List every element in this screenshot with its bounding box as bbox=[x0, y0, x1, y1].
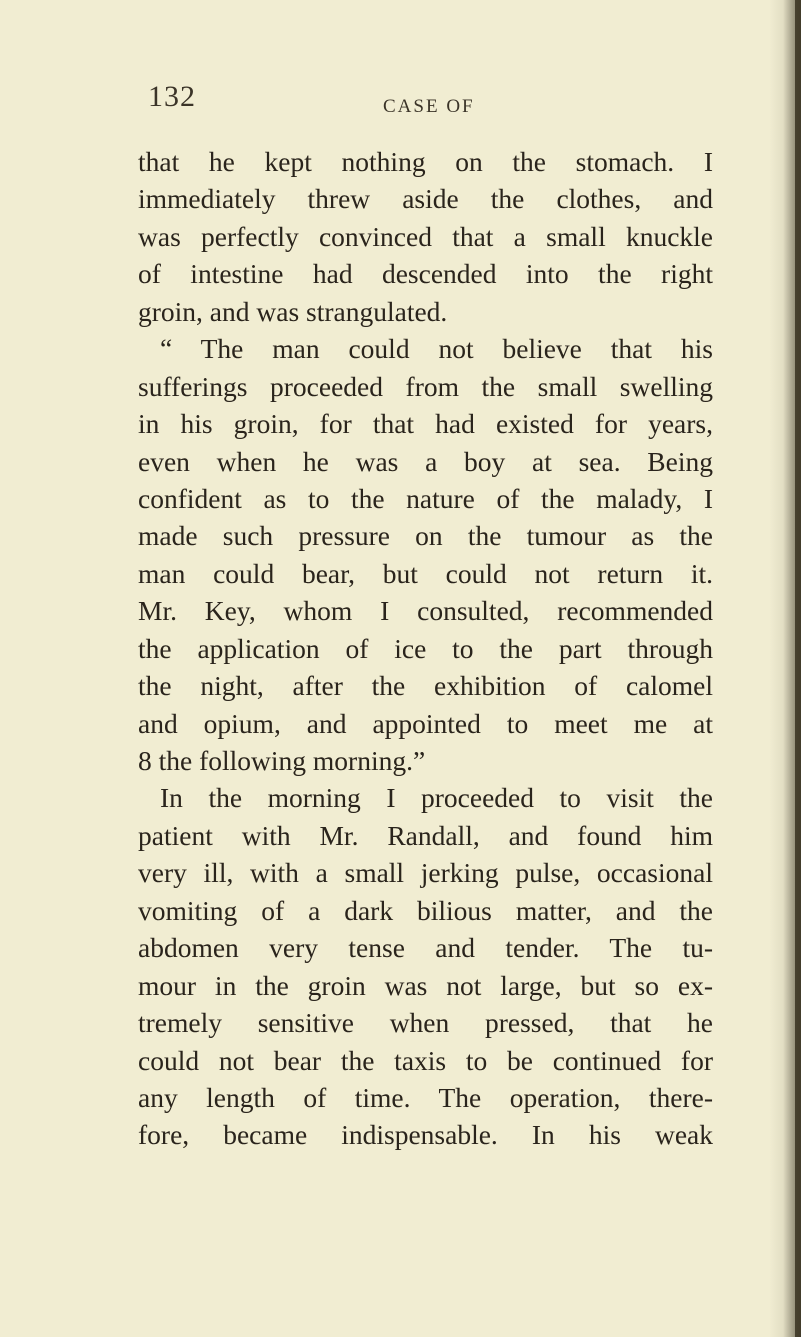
text-line: the night, after the exhibition of calomel bbox=[138, 670, 713, 702]
text-line: “ The man could not believe that his bbox=[160, 333, 713, 365]
text-line: could not bear the taxis to be continued for bbox=[138, 1044, 713, 1076]
text-line: In the morning I proceeded to visit the bbox=[160, 782, 713, 814]
text-line: the application of ice to the part through bbox=[138, 632, 713, 664]
text-line: vomiting of a dark bilious matter, and the bbox=[138, 894, 713, 926]
text-line: that he kept nothing on the stomach. I bbox=[138, 146, 713, 177]
text-line: mour in the groin was not large, but so ex- bbox=[138, 969, 713, 1001]
text-line: immediately threw aside the clothes, and bbox=[138, 183, 713, 215]
text-line: tremely sensitive when pressed, that he bbox=[138, 1007, 713, 1039]
text-line: 8 the following morning.” bbox=[138, 745, 426, 776]
text-line: was perfectly convinced that a small knuckle bbox=[138, 220, 713, 252]
running-head: CASE OF bbox=[383, 96, 475, 117]
text-line: of intestine had descended into the right bbox=[138, 258, 713, 290]
text-line: even when he was a boy at sea. Being bbox=[138, 445, 713, 477]
text-line: and opium, and appointed to meet me at bbox=[138, 707, 713, 739]
text-line: Mr. Key, whom I consulted, recommended bbox=[138, 595, 713, 627]
page-edge bbox=[795, 0, 801, 1337]
text-line: any length of time. The operation, there- bbox=[138, 1081, 713, 1113]
text-line: in his groin, for that had existed for years, bbox=[138, 408, 713, 440]
text-line: sufferings proceeded from the small swelling bbox=[138, 370, 713, 402]
body-text bbox=[138, 143, 713, 1154]
text-line: abdomen very tense and tender. The tu- bbox=[138, 932, 713, 964]
text-line: groin, and was strangulated. bbox=[138, 295, 448, 327]
page-number: 132 bbox=[148, 80, 196, 113]
text-line: made such pressure on the tumour as the bbox=[138, 520, 713, 552]
text-line: fore, became indispensable. In his weak bbox=[138, 1119, 713, 1151]
text-line: man could bear, but could not return it. bbox=[138, 557, 713, 589]
text-line: patient with Mr. Randall, and found him bbox=[138, 819, 713, 851]
text-line: confident as to the nature of the malady, I bbox=[138, 482, 713, 514]
text-line: very ill, with a small jerking pulse, occasional bbox=[138, 857, 713, 889]
